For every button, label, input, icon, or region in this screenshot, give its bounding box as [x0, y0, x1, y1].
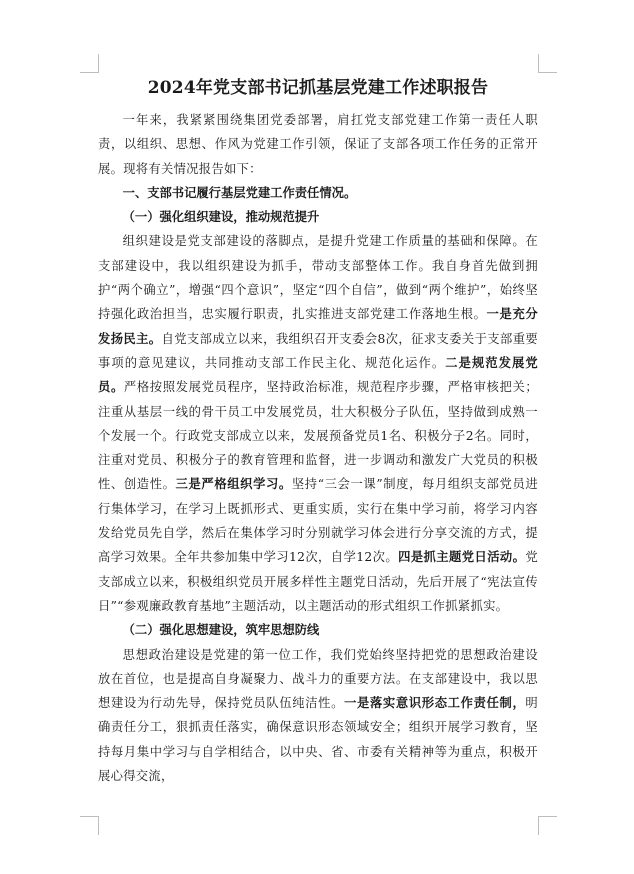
keypoint-2: 二是规范发展党员。: [98, 354, 538, 395]
keypoint-4: 四是抓主题党日活动。: [398, 549, 526, 565]
crop-mark-bottom-right: [538, 816, 557, 835]
subsection-2-paragraph: [98, 643, 538, 789]
crop-mark-top-left: [80, 54, 99, 73]
crop-mark-bottom-left: [80, 816, 99, 835]
document-body: [98, 72, 538, 788]
keypoint-2-text: 严格按照发展党员程序，坚持政治标准，规范程序步骤，严格审核把关；注重从基层一线的骨干员工中发展党员，壮大积极分子队伍，坚持做到成熟一个发展一个。行政党支部成立以来，发展预备党员1名、积极分子2名。同时，注重对党员、积极分子的教育管理和监督，进一步调动和激发广大党员的积极性、创造性。: [98, 380, 538, 492]
subsection-2-heading: （二）强化思想建设，筑牢思想防线: [122, 622, 320, 638]
intro-paragraph: 一年来，我紧紧围绕集团党委部署，肩扛党支部党建工作第一责任人职责，以组织、思想、作风为党建工作引领，保证了支部各项工作任务的正常开展。现将有关情况报告如下：: [98, 113, 538, 176]
keypoint-3-text: 坚持“三会一课”制度，每月组织支部党员进行集体学习，在学习上既抓形式、更重实质，实行在集中学习前，将学习内容发给党员先自学，然后在集体学习时分别就学习体会进行分享交流的方式，提高学习效果。全年共参加集中学习12次，自学12次。: [98, 477, 539, 565]
section-1-heading: 一、支部书记履行基层党建工作责任情况。: [122, 184, 357, 200]
keypoint-1-text: 自党支部成立以来，我组织召开支委会8次，征求支委关于支部重要事项的意见建议，共同推动支部工作民主化、规范化运作。: [98, 331, 538, 370]
paragraph-lead: 思想政治建设是党建的第一位工作，我们党始终坚持把党的思想政治建设放在首位，也是提高自身凝聚力、战斗力的重要方法。在支部建设中，我以思想建设为行动先导，保持党员队伍纯洁性。: [98, 647, 538, 711]
subsection-1-paragraph: [98, 229, 538, 618]
paragraph-lead: 组织建设是党支部建设的落脚点，是提升党建工作质量的基础和保障。在支部建设中，我以组织建设为抓手，带动支部整体工作。我自身首先做到拥护“两个确立”，增强“四个意识”，坚定“四个自信”，做到“两个维护”，始终坚持强化政治担当，忠实履行职责，扎实推进支部党建工作落地生根。: [98, 234, 538, 322]
keypoint-1: 一是充分发扬民主。: [98, 306, 538, 346]
subsection-1-heading: （一）强化组织建设，推动规范提升: [122, 209, 320, 225]
keypoint-4-text: 党支部成立以来，积极组织党员开展多样性主题党日活动，先后开展了“宪法宣传日”“参观廉政教育基地”主题活动，以主题活动的形式组织工作抓紧抓实。: [98, 550, 538, 613]
keypoint-3: 三是严格组织学习。: [175, 476, 292, 492]
keypoint-1: 一是落实意识形态工作责任制，: [344, 695, 526, 711]
keypoint-1-text: 明确责任分工，狠抓责任落实，确保意识形态领域安全；组织开展学习教育，坚持每月集中学习与自学相结合，以中央、省、市委有关精神等为重点，积极开展心得交流，: [98, 696, 539, 784]
document-title: 2024年党支部书记抓基层党建工作述职报告: [147, 78, 489, 98]
crop-mark-top-right: [538, 54, 557, 73]
